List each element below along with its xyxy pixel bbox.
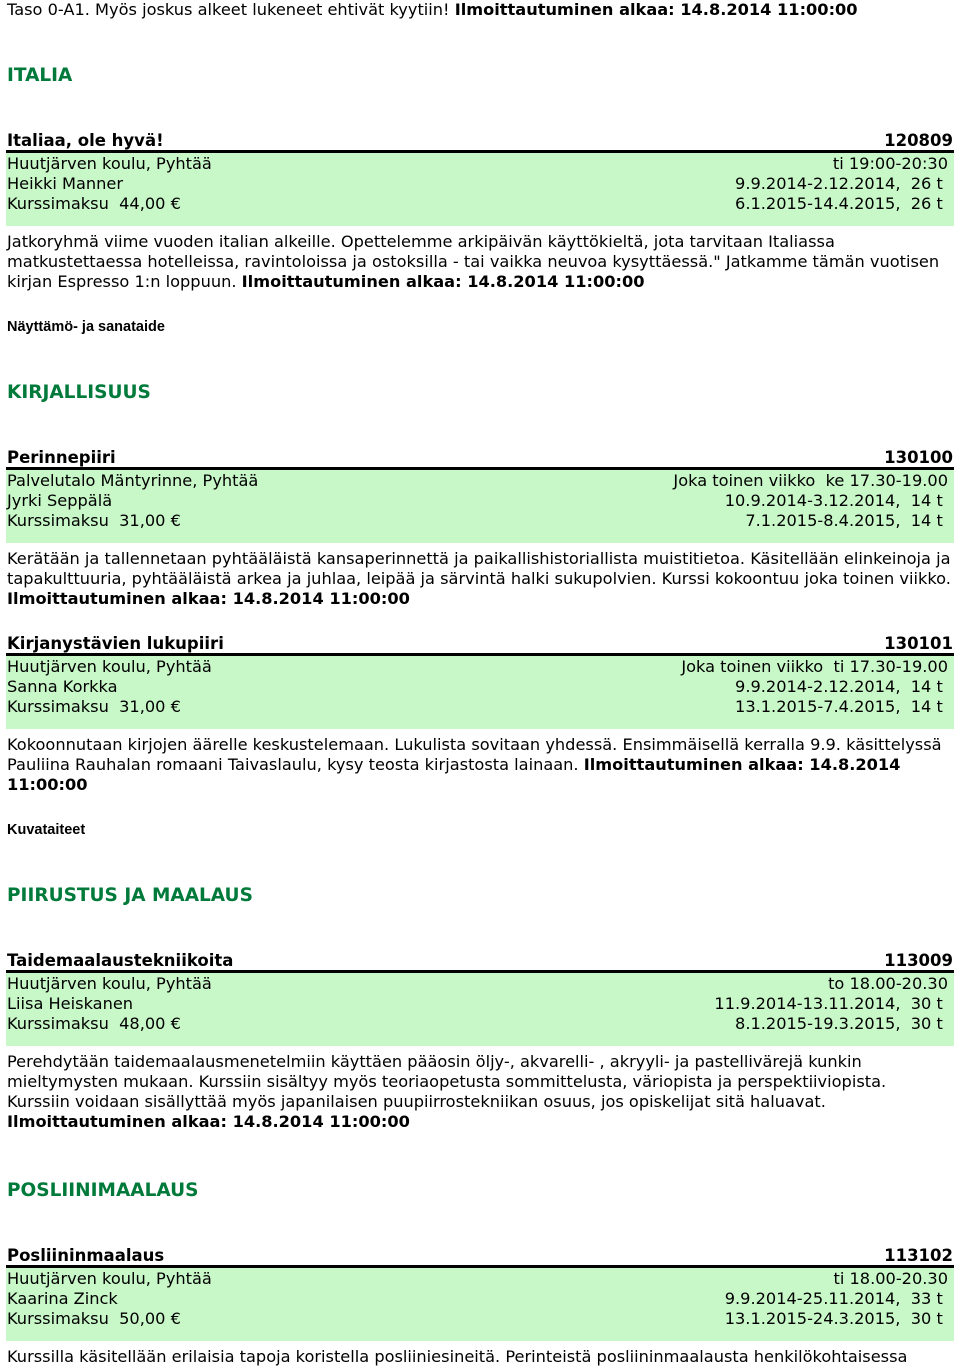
course-description: Jatkoryhmä viime vuoden italian alkeille. Opettelemme arkipäivän käyttökieltä, jota tarvitaan Italiassa matkustettaessa hotelleissa, ravintoloissa ja ostoksilla - tai vaikka neuvoa kysyttäessä." Jatkamme tämän vuotisen kirjan Espresso 1:n loppuun. Ilmoittautuminen alkaa: 14.8.2014 11:00:00 xyxy=(7,232,940,291)
course-posliininmaalaus xyxy=(6,1246,954,1367)
course-location: Palvelutalo Mäntyrinne, Pyhtää xyxy=(7,471,259,490)
course-italiaa xyxy=(6,131,954,292)
section-title-posliini: POSLIINIMAALAUS xyxy=(7,1180,199,1201)
course-location: Huutjärven koulu, Pyhtää xyxy=(7,154,212,173)
course-teacher: Liisa Heiskanen xyxy=(7,994,134,1013)
course-info-box xyxy=(6,973,954,1046)
course-dates-spring: 13.1.2015-7.4.2015, 14 t xyxy=(735,697,948,716)
course-description: Perehdytään taidemaalausmenetelmiin käyttäen pääosin öljy-, akvarelli- , akryyli- ja pastellivärejä kunkin mieltymysten mukaan. Kurssiin sisältyy myös teoriaopetusta sommittelusta, väriopista ja perspektiiviopista. Kurssiin voidaan sisällyttää myös japanilaisen puupiirrostekniikan osuus, jos opiskelijat sitä haluavat. Ilmoittautuminen alkaa: 14.8.2014 11:00:00 xyxy=(7,1052,887,1131)
course-description: Kerätään ja tallennetaan pyhtääläistä kansaperinnettä ja paikallishistoriallista muistitietoa. Käsitellään elinkeinoja ja tapakulttuuria, pyhtääläistä arkea ja juhlaa, leipää ja särvintä halki sukupolvien. Kurssi kokoontuu joka toinen viikko. Ilmoittautuminen alkaa: 14.8.2014 11:00:00 xyxy=(7,549,951,608)
course-taidemaalaus xyxy=(6,951,954,1132)
course-dates-autumn: 9.9.2014-2.12.2014, 26 t xyxy=(735,174,948,193)
course-registration: Ilmoittautuminen alkaa: 14.8.2014 11:00:00 xyxy=(241,272,645,291)
course-fee: Kurssimaksu 50,00 € xyxy=(7,1309,181,1328)
course-name: Taidemaalaustekniikoita xyxy=(7,951,234,970)
course-name: Kirjanystävien lukupiiri xyxy=(7,634,224,653)
course-header xyxy=(6,951,954,973)
course-location: Huutjärven koulu, Pyhtää xyxy=(7,974,212,993)
course-header xyxy=(6,634,954,656)
course-registration: Ilmoittautuminen alkaa: 14.8.2014 11:00:00 xyxy=(7,589,410,608)
course-teacher: Heikki Manner xyxy=(7,174,124,193)
course-registration: Ilmoittautuminen alkaa: 14.8.2014 11:00:00 xyxy=(7,755,901,794)
course-teacher: Jyrki Seppälä xyxy=(7,491,113,510)
course-perinnepiiri xyxy=(6,448,954,609)
course-registration: Ilmoittautuminen alkaa: 14.8.2014 11:00:00 xyxy=(7,1112,410,1131)
course-dates-spring: 8.1.2015-19.3.2015, 30 t xyxy=(735,1014,948,1033)
course-fee: Kurssimaksu 44,00 € xyxy=(7,194,181,213)
course-code: 120809 xyxy=(884,131,953,150)
category-kuvataiteet: Kuvataiteet xyxy=(7,822,86,838)
section-title-kirjallisuus: KIRJALLISUUS xyxy=(7,382,151,403)
intro-registration: Ilmoittautuminen alkaa: 14.8.2014 11:00:00 xyxy=(454,0,858,19)
course-header xyxy=(6,1246,954,1268)
course-location: Huutjärven koulu, Pyhtää xyxy=(7,657,212,676)
course-name: Perinnepiiri xyxy=(7,448,116,467)
course-header xyxy=(6,131,954,153)
course-schedule: ti 18.00-20.30 xyxy=(833,1269,948,1288)
course-schedule: Joka toinen viikko ke 17.30-19.00 xyxy=(673,471,948,490)
course-description: Kokoonnutaan kirjojen äärelle keskustelemaan. Lukulista sovitaan yhdessä. Ensimmäisellä kerralla 9.9. käsittelyssä Pauliina Rauhalan romaani Taivaslaulu, kysy teosta kirjastosta lainaan. Ilmoittautuminen alkaa: 14.8.2014 11:00:00 xyxy=(7,735,942,794)
section-title-piirustus: PIIRUSTUS JA MAALAUS xyxy=(7,885,253,906)
course-description: Kurssilla käsitellään erilaisia tapoja koristella posliiniesineitä. Perinteistä posliininmaalausta henkilökohtaisessa xyxy=(7,1347,908,1366)
course-info-box xyxy=(6,470,954,543)
course-schedule: to 18.00-20.30 xyxy=(828,974,948,993)
intro-line xyxy=(7,0,954,20)
course-dates-spring: 7.1.2015-8.4.2015, 14 t xyxy=(745,511,948,530)
course-teacher: Kaarina Zinck xyxy=(7,1289,118,1308)
course-dates-autumn: 11.9.2014-13.11.2014, 30 t xyxy=(714,994,948,1013)
course-code: 130101 xyxy=(884,634,953,653)
category-nayttamo: Näyttämö- ja sanataide xyxy=(7,319,165,335)
course-dates-spring: 13.1.2015-24.3.2015, 30 t xyxy=(724,1309,948,1328)
course-code: 130100 xyxy=(884,448,953,467)
course-info-box xyxy=(6,153,954,226)
course-fee: Kurssimaksu 31,00 € xyxy=(7,697,181,716)
course-dates-autumn: 9.9.2014-2.12.2014, 14 t xyxy=(735,677,948,696)
course-name: Posliininmaalaus xyxy=(7,1246,165,1265)
course-lukupiiri xyxy=(6,634,954,795)
course-fee: Kurssimaksu 31,00 € xyxy=(7,511,181,530)
intro-text: Taso 0-A1. Myös joskus alkeet lukeneet ehtivät kyytiin! xyxy=(7,0,455,19)
course-fee: Kurssimaksu 48,00 € xyxy=(7,1014,181,1033)
course-info-box xyxy=(6,656,954,729)
section-title-italia: ITALIA xyxy=(7,65,73,86)
course-code: 113102 xyxy=(884,1246,953,1265)
course-code: 113009 xyxy=(884,951,953,970)
course-location: Huutjärven koulu, Pyhtää xyxy=(7,1269,212,1288)
course-schedule: Joka toinen viikko ti 17.30-19.00 xyxy=(681,657,948,676)
course-dates-autumn: 10.9.2014-3.12.2014, 14 t xyxy=(724,491,948,510)
course-name: Italiaa, ole hyvä! xyxy=(7,131,164,150)
course-info-box xyxy=(6,1268,954,1341)
course-schedule: ti 19:00-20:30 xyxy=(832,154,948,173)
course-teacher: Sanna Korkka xyxy=(7,677,118,696)
course-dates-autumn: 9.9.2014-25.11.2014, 33 t xyxy=(724,1289,948,1308)
course-dates-spring: 6.1.2015-14.4.2015, 26 t xyxy=(735,194,948,213)
course-header xyxy=(6,448,954,470)
